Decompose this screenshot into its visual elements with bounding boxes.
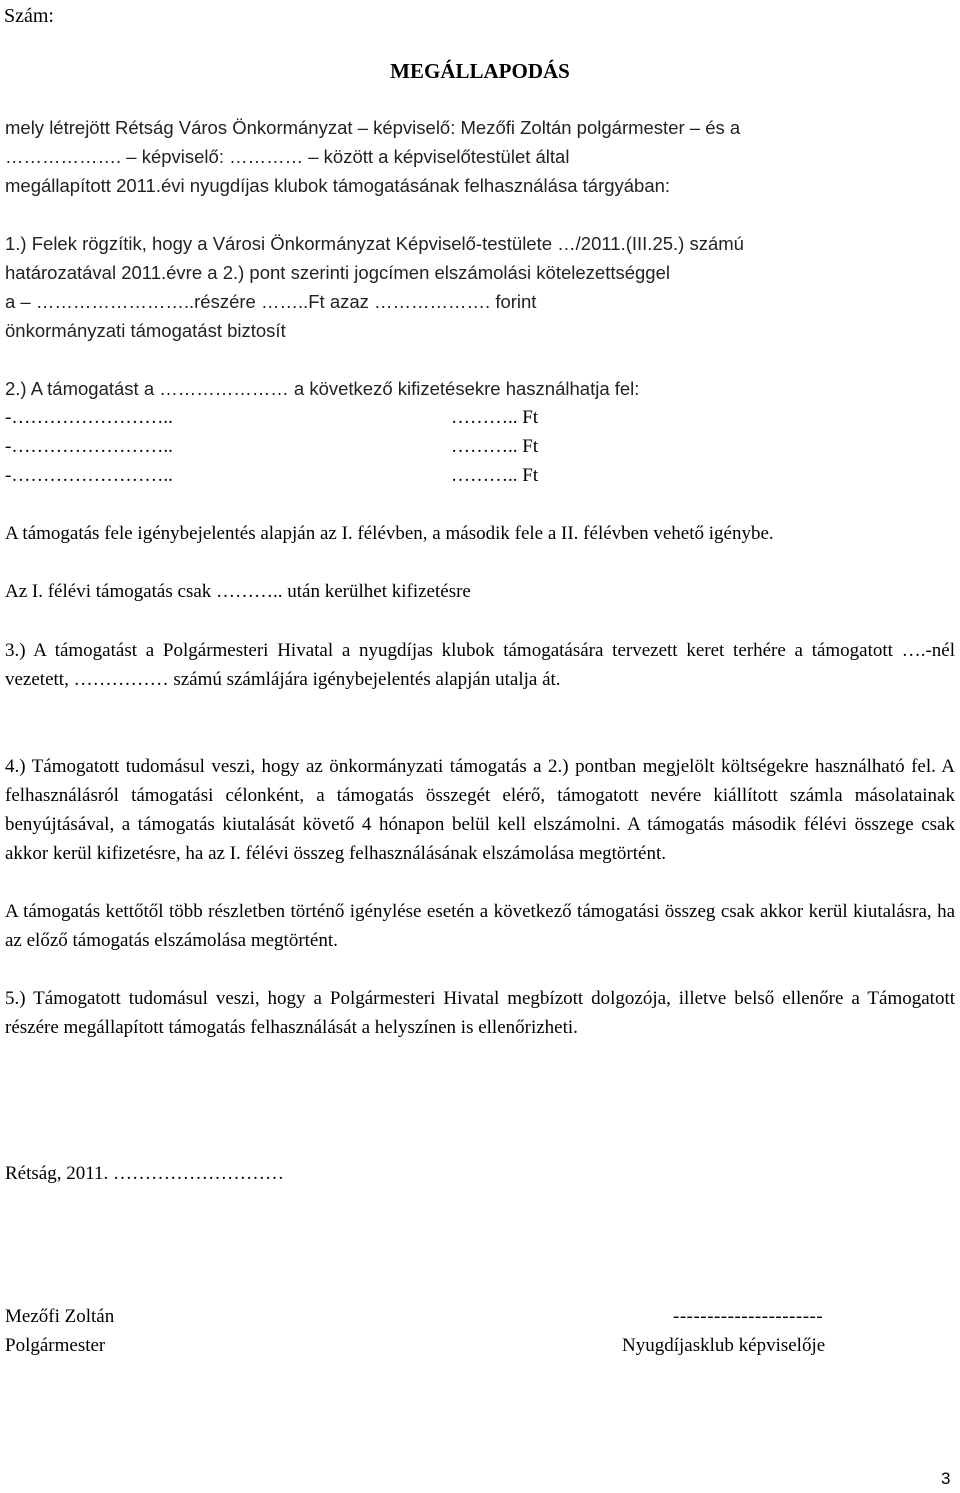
signature-left-name: Mezőfi Zoltán: [5, 1306, 115, 1327]
expense-list: [5, 403, 955, 490]
point-2-note-2: Az I. félévi támogatás csak ……….. után kerülhet kifizetésre: [5, 581, 471, 602]
point-1-line-1: 1.) Felek rögzítik, hogy a Városi Önkormányzat Képviselő-testülete …/2011.(III.25.) számú: [5, 233, 744, 254]
intro-line-2: ………………. – képviselő: ………… – között a képviselőtestület által: [5, 146, 570, 167]
signature-left: [5, 1302, 114, 1360]
expense-item-amount: ……….. Ft: [451, 436, 539, 457]
point-2-heading: 2.) A támogatást a ………………… a következő kifizetésekre használhatja fel:: [5, 378, 640, 399]
intro-paragraph: [5, 113, 955, 200]
point-5-paragraph: 5.) Támogatott tudomásul veszi, hogy a Polgármesteri Hivatal megbízott dolgozója, illetve belső ellenőre a Támogatott részére megállapított támogatás felhasználását a helyszínen is ellenőrizheti.: [5, 988, 955, 1038]
document-number-label: Szám:: [4, 5, 54, 27]
expense-row: [5, 461, 955, 490]
expense-item-amount: ……….. Ft: [451, 465, 539, 486]
document-title: MEGÁLLAPODÁS: [390, 59, 570, 83]
point-1-line-3: a – ……………………..részére ……..Ft azaz ………………. forint: [5, 291, 537, 312]
intro-line-1: mely létrejött Rétság Város Önkormányzat – képviselő: Mezőfi Zoltán polgármester – és a: [5, 117, 741, 138]
place-date: Rétság, 2011. ………………………: [5, 1163, 285, 1184]
expense-item-amount: ……….. Ft: [451, 407, 539, 428]
point-4-paragraph-2: A támogatás kettőtől több részletben történő igénylése esetén a következő támogatási összeg csak akkor kerül kiutalásra, ha az előző támogatás elszámolása megtörtént.: [5, 901, 955, 951]
signature-right-title: Nyugdíjasklub képviselője: [622, 1335, 826, 1356]
signature-left-title: Polgármester: [5, 1335, 106, 1356]
expense-item-name: -……………………..: [5, 465, 173, 486]
signature-right-line: ----------------------: [673, 1306, 824, 1327]
point-4-paragraph-1: 4.) Támogatott tudomásul veszi, hogy az önkormányzati támogatás a 2.) pontban megjelölt költségekre használható fel. A felhasználásról támogatási célonként, a támogatás összegét elérő, támogatott nevére kiállított számla másolatainak benyújtásával, a támogatás kiutalását követő 4 hónapon belül kell elszámolni. A támogatás második félévi összege csak akkor kerül kifizetésre, ha az I. félévi összeg felhasználásának elszámolása megtörtént.: [5, 756, 955, 864]
expense-row: [5, 403, 955, 432]
point-1-line-2: határozatával 2011.évre a 2.) pont szerinti jogcímen elszámolási kötelezettséggel: [5, 262, 670, 283]
point-1-paragraph: [5, 229, 955, 345]
point-2-note-1: A támogatás fele igénybejelentés alapján az I. félévben, a második fele a II. félévben vehető igénybe.: [5, 523, 774, 544]
expense-item-name: -……………………..: [5, 436, 173, 457]
expense-item-name: -……………………..: [5, 407, 173, 428]
point-3-paragraph: 3.) A támogatást a Polgármesteri Hivatal a nyugdíjas klubok támogatására tervezett keret terhére a támogatott ….-nél vezetett, …………… számú számlájára igénybejelentés alapján utalja át.: [5, 640, 955, 690]
page-number: 3: [941, 1469, 951, 1488]
expense-row: [5, 432, 955, 461]
intro-line-3: megállapított 2011.évi nyugdíjas klubok támogatásának felhasználása tárgyában:: [5, 175, 671, 196]
point-1-line-4: önkormányzati támogatást biztosít: [5, 320, 286, 341]
